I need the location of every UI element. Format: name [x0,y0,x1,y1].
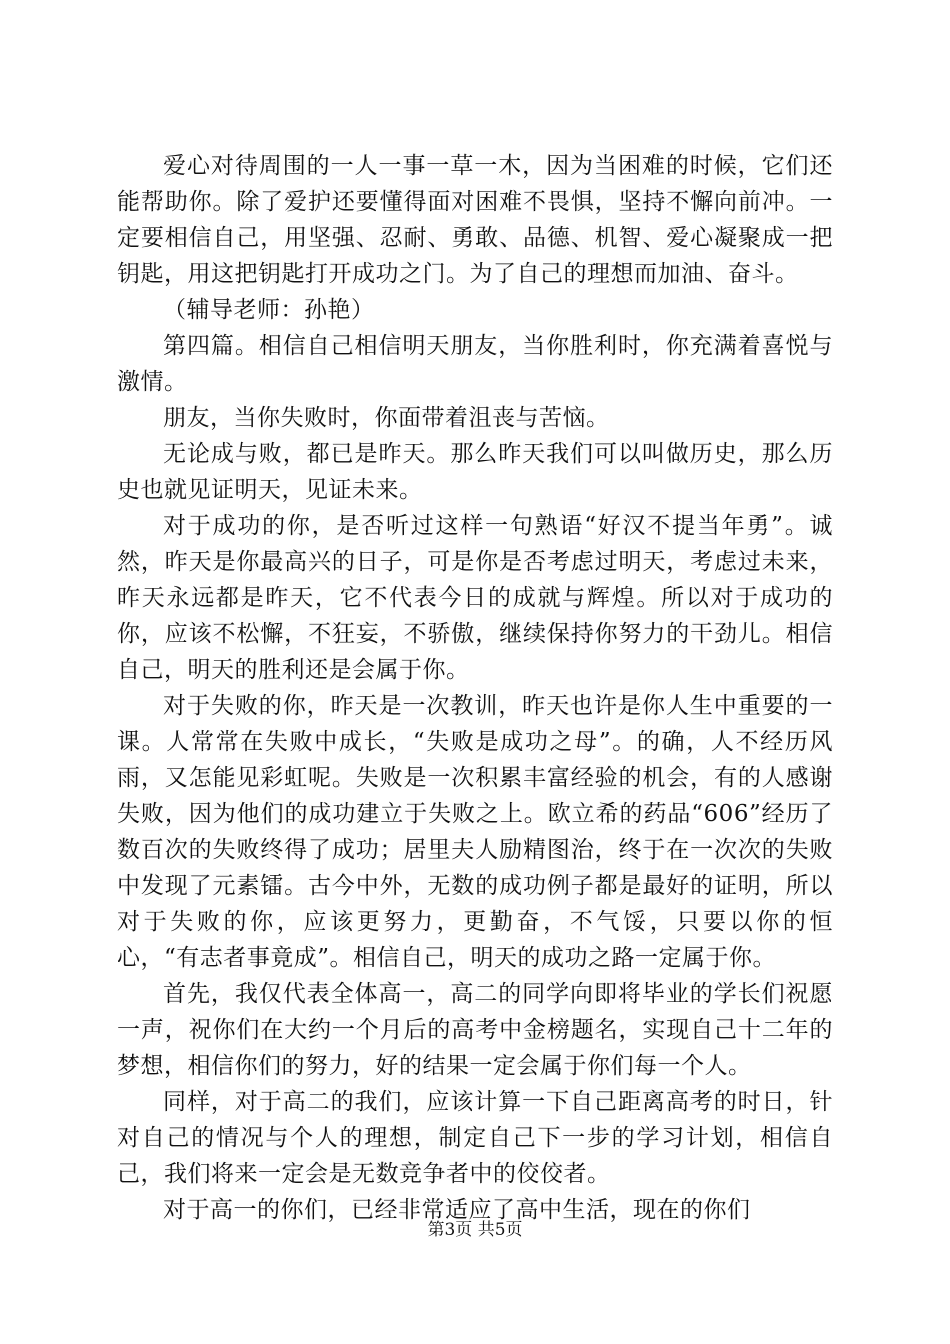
paragraph: 对于成功的你，是否听过这样一句熟语“好汉不提当年勇”。诚然，昨天是你最高兴的日子，可是你是否考虑过明天，考虑过未来，昨天永远都是昨天，它不代表今日的成就与辉煌。所以对于成功的你，应该不松懈，不狂妄，不骄傲，继续保持你努力的干劲儿。相信自己，明天的胜利还是会属于你。 [117,513,833,683]
paragraph: 第四篇。相信自己相信明天朋友，当你胜利时，你充满着喜悦与激情。 [117,333,833,395]
document-body [117,148,833,1228]
paragraph: 对于失败的你，昨天是一次教训，昨天也许是你人生中重要的一课。人常常在失败中成长，“失败是成功之母”。的确，人不经历风雨，又怎能见彩虹呢。失败是一次积累丰富经验的机会，有的人感谢失败，因为他们的成功建立于失败之上。欧立希的药品“606”经历了数百次的失败终得了成功；居里夫人励精图治，终于在一次次的失败中发现了元素镭。古今中外，无数的成功例子都是最好的证明，所以对于失败的你，应该更努力，更勤奋，不气馁，只要以你的恒心，“有志者事竟成”。相信自己，明天的成功之路一定属于你。 [117,693,833,971]
paragraph: 同样，对于高二的我们，应该计算一下自己距离高考的时日，针对自己的情况与个人的理想，制定自己下一步的学习计划，相信自己，我们将来一定会是无数竞争者中的佼佼者。 [117,1089,833,1187]
paragraph: 无论成与败，都已是昨天。那么昨天我们可以叫做历史，那么历史也就见证明天，见证未来。 [117,441,833,503]
paragraph: 朋友，当你失败时，你面带着沮丧与苦恼。 [163,405,610,431]
paragraph: 爱心对待周围的一人一事一草一木，因为当困难的时候，它们还能帮助你。除了爱护还要懂得面对困难不畏惧，坚持不懈向前冲。一定要相信自己，用坚强、忍耐、勇敢、品德、机智、爱心凝聚成一把钥匙，用这把钥匙打开成功之门。为了自己的理想而加油、奋斗。 [117,153,833,287]
page-footer: 第3页 共5页 [427,1220,523,1240]
paragraph: 首先，我仅代表全体高一，高二的同学向即将毕业的学长们祝愿一声，祝你们在大约一个月后的高考中金榜题名，实现自己十二年的梦想，相信你们的努力，好的结果一定会属于你们每一个人。 [117,981,833,1079]
paragraph: 对于高一的你们，已经非常适应了高中生活，现在的你们 [163,1197,751,1223]
paragraph: （辅导老师：孙艳） [163,297,375,323]
